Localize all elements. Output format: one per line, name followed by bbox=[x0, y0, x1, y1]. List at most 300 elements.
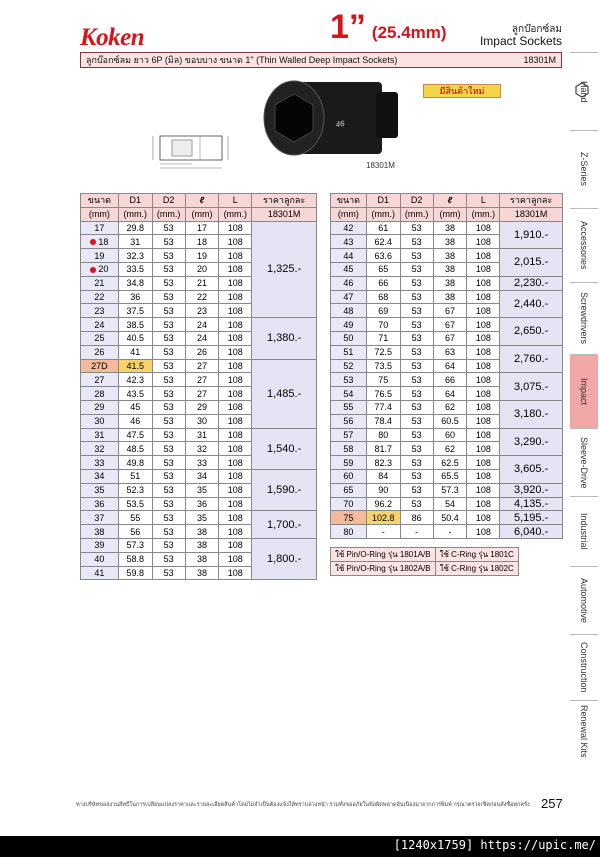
price-cell: 2,440.- bbox=[500, 290, 563, 318]
size-value: 55 bbox=[343, 402, 354, 413]
l-small-cell: 27 bbox=[185, 359, 219, 373]
header-price-code: 18301M bbox=[500, 207, 563, 221]
ring-row bbox=[331, 562, 519, 576]
d2-cell: 53 bbox=[152, 221, 185, 235]
price-cell: 6,040.- bbox=[500, 525, 563, 539]
size-value: 30 bbox=[94, 416, 105, 427]
tab-z-series[interactable] bbox=[570, 130, 598, 208]
d2-cell: 53 bbox=[400, 359, 433, 373]
size-mm: (25.4mm) bbox=[371, 23, 447, 42]
d1-cell: 52.3 bbox=[118, 483, 152, 497]
l-cell: 108 bbox=[467, 387, 500, 401]
l-small-cell: 26 bbox=[185, 345, 219, 359]
d1-cell: 45 bbox=[118, 400, 152, 414]
d1-cell: 66 bbox=[366, 276, 400, 290]
d1-cell: 38.5 bbox=[118, 318, 152, 332]
l-cell: 108 bbox=[219, 469, 252, 483]
size-cell bbox=[331, 331, 367, 345]
size-cell bbox=[81, 276, 119, 290]
price-cell: 1,380.- bbox=[252, 318, 317, 359]
photo-caption: 18301M bbox=[366, 161, 395, 170]
header-d2: D2 bbox=[400, 194, 433, 208]
d1-cell: 65 bbox=[366, 262, 400, 276]
product-code: 18301M bbox=[523, 55, 556, 65]
d2-cell: 53 bbox=[152, 442, 185, 456]
d2-cell: 53 bbox=[400, 483, 433, 497]
d2-cell: 53 bbox=[152, 538, 185, 552]
table-row bbox=[331, 525, 563, 539]
d2-cell: 53 bbox=[400, 276, 433, 290]
size-cell bbox=[331, 400, 367, 414]
price-cell: 4,135.- bbox=[500, 497, 563, 511]
size-value: 22 bbox=[94, 291, 105, 302]
table-row bbox=[331, 511, 563, 525]
header-size-unit: (mm) bbox=[81, 207, 119, 221]
l-small-cell: 62 bbox=[433, 400, 467, 414]
tab-impact[interactable] bbox=[570, 354, 598, 428]
l-small-cell: 38 bbox=[433, 249, 467, 263]
l-cell: 108 bbox=[467, 262, 500, 276]
l-small-cell: 62.5 bbox=[433, 456, 467, 470]
size-value: 27 bbox=[94, 374, 105, 385]
l-small-cell: 31 bbox=[185, 428, 219, 442]
l-small-cell: 38 bbox=[433, 262, 467, 276]
size-title bbox=[330, 8, 447, 47]
d1-cell: 102.8 bbox=[366, 511, 400, 525]
d1-cell: 55 bbox=[118, 511, 152, 525]
tab-renewal-kits[interactable] bbox=[570, 700, 598, 762]
d1-cell: 47.5 bbox=[118, 428, 152, 442]
l-small-cell: 38 bbox=[185, 566, 219, 580]
size-value: 29 bbox=[94, 402, 105, 413]
size-cell bbox=[331, 497, 367, 511]
header-d2-unit: (mm.) bbox=[152, 207, 185, 221]
size-cell bbox=[331, 373, 367, 387]
size-value: 26 bbox=[94, 347, 105, 358]
d1-cell: 76.5 bbox=[366, 387, 400, 401]
header-l-small-unit: (mm) bbox=[185, 207, 219, 221]
header-price: ราคาลูกละ bbox=[500, 194, 563, 208]
size-value: 39 bbox=[94, 540, 105, 551]
size-value: 75 bbox=[343, 512, 354, 523]
d2-cell: 53 bbox=[400, 400, 433, 414]
l-cell: 108 bbox=[219, 566, 252, 580]
d1-cell: 29.8 bbox=[118, 221, 152, 235]
l-cell: 108 bbox=[467, 483, 500, 497]
table-row bbox=[81, 469, 317, 483]
l-small-cell: 63 bbox=[433, 345, 467, 359]
new-item-dot-icon bbox=[90, 239, 96, 245]
size-cell bbox=[331, 456, 367, 470]
d1-cell: 84 bbox=[366, 469, 400, 483]
price-cell: 2,650.- bbox=[500, 318, 563, 346]
price-cell: 3,920.- bbox=[500, 483, 563, 497]
size-value: 47 bbox=[343, 291, 354, 302]
size-cell bbox=[81, 318, 119, 332]
d2-cell: 53 bbox=[152, 345, 185, 359]
header-l: L bbox=[219, 194, 252, 208]
d1-cell: 69 bbox=[366, 304, 400, 318]
d1-cell: 96.2 bbox=[366, 497, 400, 511]
size-cell bbox=[331, 221, 367, 235]
footer-disclaimer: ทางบริษัทขอสงวนสิทธิ์ในการเปลี่ยนแปลงราคาและรายละเอียดสินค้าโดยไม่จำเป็นต้องแจ้งให้ทราบล่วงหน้า รวมทั้งขออภัยในข้อผิดพลาดอันเนื่องมาจากการพิมพ์ กรุณาตรวจเช็คก่อนสั่งซื้อทุกครั้ง bbox=[76, 802, 530, 808]
size-value: 41 bbox=[94, 567, 105, 578]
l-cell: 108 bbox=[219, 262, 252, 276]
l-cell: 108 bbox=[219, 249, 252, 263]
d2-cell: 53 bbox=[152, 566, 185, 580]
d2-cell: 53 bbox=[152, 249, 185, 263]
size-value: 54 bbox=[343, 388, 354, 399]
d1-cell: 71 bbox=[366, 331, 400, 345]
d2-cell: 53 bbox=[400, 304, 433, 318]
price-cell: 3,180.- bbox=[500, 400, 563, 428]
tab-label: Impact bbox=[579, 377, 589, 405]
l-cell: 108 bbox=[219, 442, 252, 456]
d1-cell: 78.4 bbox=[366, 414, 400, 428]
socket-engraving: 46 bbox=[335, 119, 346, 129]
l-cell: 108 bbox=[219, 483, 252, 497]
size-cell bbox=[331, 525, 367, 539]
l-cell: 108 bbox=[467, 249, 500, 263]
l-small-cell: 38 bbox=[433, 276, 467, 290]
d2-cell: 53 bbox=[400, 345, 433, 359]
pin-oring-note: ใช้ Pin/O-Ring รุ่น 1802A/B bbox=[331, 562, 436, 576]
d1-cell: 31 bbox=[118, 235, 152, 249]
l-cell: 108 bbox=[219, 414, 252, 428]
l-cell: 108 bbox=[467, 414, 500, 428]
size-inch: 1” bbox=[330, 8, 366, 46]
size-value: 23 bbox=[94, 305, 105, 316]
d1-cell: 77.4 bbox=[366, 400, 400, 414]
d2-cell: 53 bbox=[400, 469, 433, 483]
l-cell: 108 bbox=[219, 525, 252, 539]
size-value: 58 bbox=[343, 443, 354, 454]
size-value: 40 bbox=[94, 554, 105, 565]
l-small-cell: 24 bbox=[185, 331, 219, 345]
d1-cell: 48.5 bbox=[118, 442, 152, 456]
size-value: 25 bbox=[94, 333, 105, 344]
d1-cell: 72.5 bbox=[366, 345, 400, 359]
d1-cell: 61 bbox=[366, 221, 400, 235]
price-cell: 2,230.- bbox=[500, 276, 563, 290]
d2-cell: 53 bbox=[152, 483, 185, 497]
d1-cell: 33.5 bbox=[118, 262, 152, 276]
l-cell: 108 bbox=[219, 235, 252, 249]
l-cell: 108 bbox=[467, 276, 500, 290]
d2-cell: 53 bbox=[152, 400, 185, 414]
d1-cell: 80 bbox=[366, 428, 400, 442]
d1-cell: 34.8 bbox=[118, 276, 152, 290]
d2-cell: 53 bbox=[152, 235, 185, 249]
d1-cell: 32.3 bbox=[118, 249, 152, 263]
table-row bbox=[81, 538, 317, 552]
size-cell bbox=[331, 511, 367, 525]
d2-cell: 53 bbox=[152, 318, 185, 332]
spec-table-right bbox=[330, 193, 563, 539]
d1-cell: 82.3 bbox=[366, 456, 400, 470]
size-value: 38 bbox=[94, 526, 105, 537]
d2-cell: 53 bbox=[152, 469, 185, 483]
size-cell bbox=[81, 373, 119, 387]
pin-oring-note: ใช้ Pin/O-Ring รุ่น 1801A/B bbox=[331, 548, 436, 562]
size-cell bbox=[331, 428, 367, 442]
l-small-cell: 62 bbox=[433, 442, 467, 456]
size-cell bbox=[331, 359, 367, 373]
header-price-code: 18301M bbox=[252, 207, 317, 221]
d1-cell: 70 bbox=[366, 318, 400, 332]
d1-cell: 36 bbox=[118, 290, 152, 304]
l-small-cell: 35 bbox=[185, 511, 219, 525]
price-cell: 1,540.- bbox=[252, 428, 317, 469]
d2-cell: 53 bbox=[152, 414, 185, 428]
ring-row bbox=[331, 548, 519, 562]
price-cell: 5,195.- bbox=[500, 511, 563, 525]
size-cell bbox=[81, 345, 119, 359]
table-row bbox=[331, 483, 563, 497]
size-value: 34 bbox=[94, 471, 105, 482]
size-value: 20 bbox=[98, 264, 109, 275]
price-cell: 2,015.- bbox=[500, 249, 563, 277]
header-l-small: ℓ bbox=[433, 194, 467, 208]
size-value: 48 bbox=[343, 305, 354, 316]
tab-automotive[interactable] bbox=[570, 566, 598, 634]
d2-cell: 53 bbox=[400, 428, 433, 442]
size-value: 43 bbox=[343, 236, 354, 247]
table-row bbox=[331, 290, 563, 304]
l-cell: 108 bbox=[467, 511, 500, 525]
header-size: ขนาด bbox=[81, 194, 119, 208]
l-small-cell: 50.4 bbox=[433, 511, 467, 525]
d2-cell: 53 bbox=[400, 221, 433, 235]
d2-cell: 53 bbox=[400, 249, 433, 263]
price-cell: 1,700.- bbox=[252, 511, 317, 539]
l-cell: 108 bbox=[467, 373, 500, 387]
l-small-cell: 54 bbox=[433, 497, 467, 511]
size-value: 45 bbox=[343, 264, 354, 275]
l-small-cell: 38 bbox=[185, 525, 219, 539]
l-cell: 108 bbox=[219, 428, 252, 442]
l-cell: 108 bbox=[219, 331, 252, 345]
d1-cell: 41 bbox=[118, 345, 152, 359]
d1-cell: 68 bbox=[366, 290, 400, 304]
d1-cell: 75 bbox=[366, 373, 400, 387]
l-cell: 108 bbox=[467, 428, 500, 442]
l-small-cell: 65.5 bbox=[433, 469, 467, 483]
tab-sleeve-drive[interactable] bbox=[570, 428, 598, 496]
l-small-cell: 21 bbox=[185, 276, 219, 290]
socket-photo bbox=[258, 72, 403, 164]
size-cell bbox=[81, 249, 119, 263]
d1-cell: 43.5 bbox=[118, 387, 152, 401]
l-cell: 108 bbox=[219, 318, 252, 332]
d2-cell: 53 bbox=[152, 552, 185, 566]
l-small-cell: 57.3 bbox=[433, 483, 467, 497]
tab-industrial[interactable] bbox=[570, 496, 598, 566]
l-small-cell: 34 bbox=[185, 469, 219, 483]
d1-cell: 49.8 bbox=[118, 456, 152, 470]
price-cell: 1,325.- bbox=[252, 221, 317, 318]
l-cell: 108 bbox=[219, 221, 252, 235]
size-cell bbox=[331, 469, 367, 483]
header-size: ขนาด bbox=[331, 194, 367, 208]
header-d1-unit: (mm.) bbox=[118, 207, 152, 221]
size-cell bbox=[81, 497, 119, 511]
l-small-cell: 27 bbox=[185, 387, 219, 401]
l-cell: 108 bbox=[219, 456, 252, 470]
d1-cell: 41.5 bbox=[118, 359, 152, 373]
product-description: ลูกบ๊อกซ์ลม ยาว 6P (มิล) ขอบบาง ขนาด 1" (Thin Walled Deep Impact Sockets) bbox=[86, 55, 398, 65]
new-product-badge: มีสินค้าใหม่ bbox=[423, 84, 501, 98]
header-l: L bbox=[467, 194, 500, 208]
d1-cell: 42.3 bbox=[118, 373, 152, 387]
l-small-cell: 38 bbox=[433, 235, 467, 249]
size-value: 33 bbox=[94, 457, 105, 468]
table-row bbox=[331, 345, 563, 359]
l-cell: 108 bbox=[467, 456, 500, 470]
l-small-cell: 22 bbox=[185, 290, 219, 304]
l-small-cell: 38 bbox=[185, 538, 219, 552]
l-cell: 108 bbox=[219, 345, 252, 359]
size-value: 50 bbox=[343, 333, 354, 344]
size-value: 19 bbox=[94, 250, 105, 261]
size-value: 60 bbox=[343, 471, 354, 482]
l-cell: 108 bbox=[219, 400, 252, 414]
l-cell: 108 bbox=[467, 525, 500, 539]
size-cell bbox=[81, 538, 119, 552]
socket-dimension-diagram bbox=[150, 128, 238, 178]
size-cell bbox=[331, 235, 367, 249]
header-d2: D2 bbox=[152, 194, 185, 208]
size-cell bbox=[81, 456, 119, 470]
d1-cell: 73.5 bbox=[366, 359, 400, 373]
l-small-cell: - bbox=[433, 525, 467, 539]
price-cell: 1,910.- bbox=[500, 221, 563, 249]
size-cell bbox=[81, 262, 119, 276]
d2-cell: 53 bbox=[400, 414, 433, 428]
l-small-cell: 36 bbox=[185, 497, 219, 511]
d1-cell: 56 bbox=[118, 525, 152, 539]
d1-cell: 46 bbox=[118, 414, 152, 428]
d2-cell: 53 bbox=[400, 318, 433, 332]
brand-logo: Koken bbox=[80, 24, 145, 51]
l-small-cell: 19 bbox=[185, 249, 219, 263]
l-small-cell: 38 bbox=[433, 221, 467, 235]
d2-cell: 53 bbox=[152, 387, 185, 401]
tab-label: Z-Series bbox=[579, 152, 589, 187]
size-cell bbox=[81, 304, 119, 318]
table-row bbox=[331, 249, 563, 263]
table-row bbox=[331, 400, 563, 414]
size-cell bbox=[81, 442, 119, 456]
size-cell bbox=[81, 525, 119, 539]
d1-cell: 63.6 bbox=[366, 249, 400, 263]
size-value: 53 bbox=[343, 374, 354, 385]
l-cell: 108 bbox=[467, 359, 500, 373]
size-cell bbox=[331, 304, 367, 318]
table-row bbox=[331, 373, 563, 387]
size-value: 18 bbox=[98, 236, 109, 247]
d2-cell: 53 bbox=[400, 262, 433, 276]
d1-cell: 40.5 bbox=[118, 331, 152, 345]
size-value: 70 bbox=[343, 498, 354, 509]
d2-cell: 53 bbox=[152, 525, 185, 539]
price-cell: 2,760.- bbox=[500, 345, 563, 373]
l-small-cell: 66 bbox=[433, 373, 467, 387]
size-cell bbox=[331, 290, 367, 304]
size-value: 65 bbox=[343, 485, 354, 496]
d2-cell: 53 bbox=[152, 262, 185, 276]
size-value: 57 bbox=[343, 429, 354, 440]
tab-construction[interactable] bbox=[570, 634, 598, 700]
size-value: 28 bbox=[94, 388, 105, 399]
l-cell: 108 bbox=[219, 511, 252, 525]
table-row bbox=[331, 221, 563, 235]
l-small-cell: 24 bbox=[185, 318, 219, 332]
d1-cell: 81.7 bbox=[366, 442, 400, 456]
l-small-cell: 67 bbox=[433, 318, 467, 332]
l-cell: 108 bbox=[219, 373, 252, 387]
size-cell bbox=[331, 249, 367, 263]
table-row bbox=[81, 221, 317, 235]
l-small-cell: 30 bbox=[185, 414, 219, 428]
l-cell: 108 bbox=[219, 497, 252, 511]
size-cell bbox=[81, 387, 119, 401]
l-small-cell: 64 bbox=[433, 387, 467, 401]
d2-cell: 53 bbox=[400, 373, 433, 387]
c-ring-note: ใช้ C-Ring รุ่น 1802C bbox=[435, 562, 518, 576]
l-cell: 108 bbox=[467, 497, 500, 511]
header-d2-unit: (mm.) bbox=[400, 207, 433, 221]
c-ring-note: ใช้ C-Ring รุ่น 1801C bbox=[435, 548, 518, 562]
size-value: 80 bbox=[343, 526, 354, 537]
d2-cell: 53 bbox=[400, 497, 433, 511]
l-cell: 108 bbox=[467, 304, 500, 318]
header-size-unit: (mm) bbox=[331, 207, 367, 221]
header-l-unit: (mm.) bbox=[219, 207, 252, 221]
l-small-cell: 64 bbox=[433, 359, 467, 373]
l-small-cell: 60.5 bbox=[433, 414, 467, 428]
tab-accessories[interactable] bbox=[570, 208, 598, 282]
size-value: 24 bbox=[94, 319, 105, 330]
size-value: 37 bbox=[94, 512, 105, 523]
tab-screwdrivers[interactable] bbox=[570, 282, 598, 354]
table-row bbox=[331, 497, 563, 511]
header-l-unit: (mm.) bbox=[467, 207, 500, 221]
size-cell bbox=[81, 511, 119, 525]
d2-cell: 53 bbox=[152, 304, 185, 318]
size-value: 17 bbox=[94, 222, 105, 233]
size-cell bbox=[81, 483, 119, 497]
price-cell: 1,590.- bbox=[252, 469, 317, 510]
size-value: 52 bbox=[343, 360, 354, 371]
size-cell bbox=[331, 276, 367, 290]
size-value: 32 bbox=[94, 443, 105, 454]
size-cell bbox=[81, 414, 119, 428]
size-cell bbox=[331, 387, 367, 401]
watermark-link[interactable]: [1240x1759] https://upic.me/ bbox=[393, 838, 596, 852]
size-cell bbox=[81, 359, 119, 373]
tab-label: Renewal Kits bbox=[579, 705, 589, 758]
d2-cell: 53 bbox=[400, 456, 433, 470]
price-cell: 1,800.- bbox=[252, 538, 317, 579]
d2-cell: 53 bbox=[152, 428, 185, 442]
d2-cell: 53 bbox=[152, 456, 185, 470]
l-cell: 108 bbox=[467, 345, 500, 359]
header-l-small-unit: (mm) bbox=[433, 207, 467, 221]
size-value: 44 bbox=[343, 250, 354, 261]
tab-label: Sleeve-Drive bbox=[579, 436, 589, 489]
ring-accessory-table bbox=[330, 547, 519, 576]
